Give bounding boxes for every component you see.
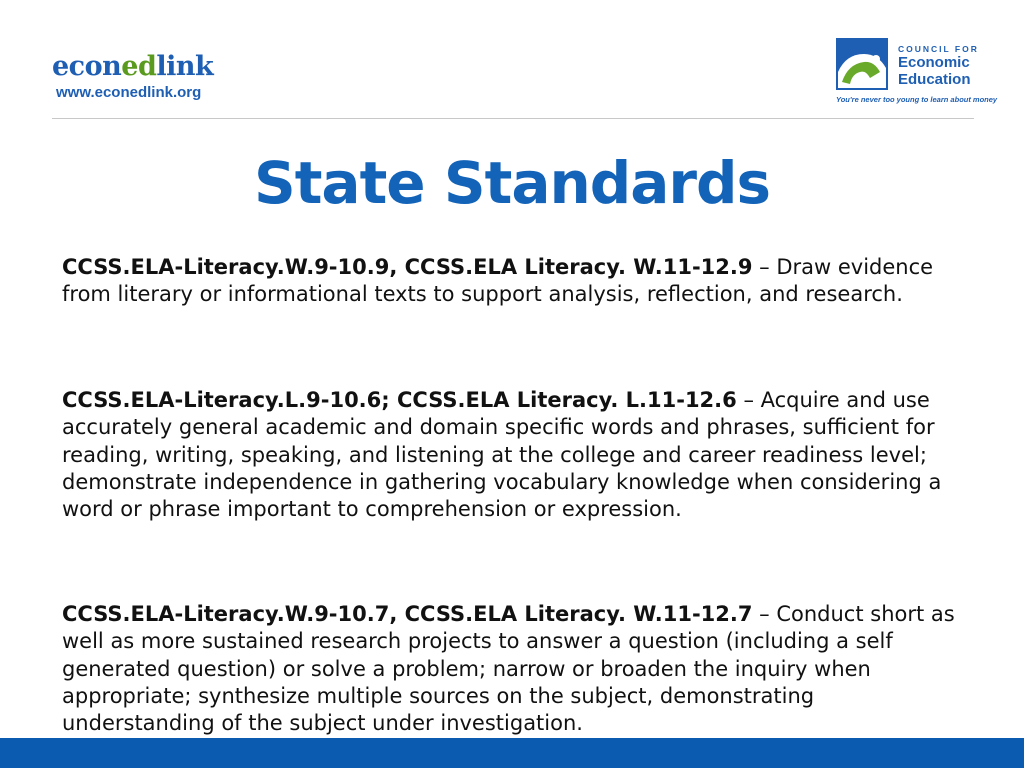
- logo-part-link: link: [156, 51, 214, 82]
- standard-item: [62, 387, 967, 523]
- standard-description: – Acquire and use accurately general academic and domain specific words and phrases, sufficient for reading, writing, speaking, and listening at the college and career readiness level; demonstrate independence in gathering vocabulary knowledge when considering a word or phrase important to comprehension or expression.: [62, 388, 942, 522]
- standard-code: CCSS.ELA-Literacy.W.9-10.9, CCSS.ELA Literacy. W.11-12.9: [62, 255, 753, 279]
- slide-title: State Standards: [253, 149, 771, 217]
- cee-line-economic: Economic: [898, 54, 970, 71]
- standard-code: CCSS.ELA-Literacy.L.9-10.6; CCSS.ELA Literacy. L.11-12.6: [62, 388, 737, 412]
- standard-description: – Conduct short as well as more sustained research projects to answer a question (including a self generated question) or solve a problem; narrow or broaden the inquiry when appropriate; synthesize multiple sources on the subject, demonstrating understanding of the subject under investigation.: [62, 602, 955, 736]
- logo-part-ed: ed: [121, 51, 157, 82]
- econedlink-wordmark: [52, 52, 213, 82]
- cee-tagline: You're never too young to learn about money: [836, 95, 998, 104]
- cee-line-council: COUNCIL FOR: [898, 44, 979, 54]
- standard-item: [62, 601, 967, 737]
- footer-bar: [0, 738, 1024, 768]
- standard-description: – Draw evidence from literary or informational texts to support analysis, reflection, and research.: [62, 255, 934, 307]
- logo-part-econ: econ: [52, 51, 122, 82]
- cee-wordmark: [898, 44, 979, 88]
- cee-emblem-icon: [836, 38, 888, 90]
- standard-item: [62, 254, 967, 309]
- slide-header: [0, 0, 1024, 120]
- econedlink-url[interactable]: www.econedlink.org: [56, 84, 202, 101]
- cee-logo: [836, 38, 998, 108]
- econedlink-logo[interactable]: [52, 52, 213, 101]
- standard-code: CCSS.ELA-Literacy.W.9-10.7, CCSS.ELA Literacy. W.11-12.7: [62, 602, 753, 626]
- cee-line-education: Education: [898, 71, 971, 88]
- header-divider: [52, 118, 974, 119]
